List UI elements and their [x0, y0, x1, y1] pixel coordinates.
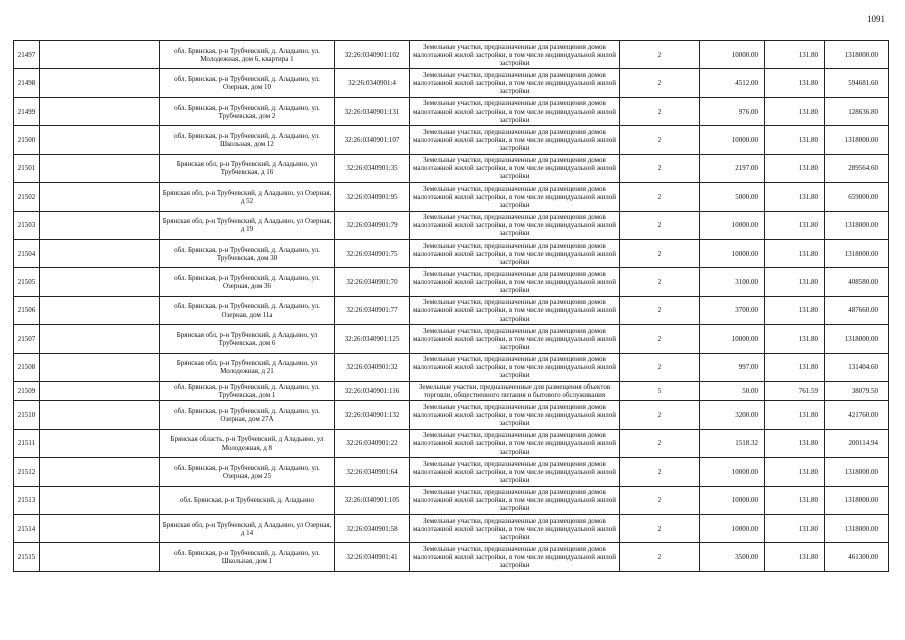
address-cell: обл. Брянская, р-н Трубчевский, д. Аладьино, ул. Молодежная, дом 6, квартира 1: [160, 41, 335, 69]
row-number: 21500: [14, 126, 40, 154]
table-row: [14, 296, 889, 324]
table-row: [14, 126, 889, 154]
table-row: [14, 515, 889, 543]
cadastral-number-cell: 32:26:0340901:64: [335, 458, 410, 486]
address-cell: обл. Брянская, р-н Трубчевский, д. Аладьино, ул. Трубчевская, дом 2: [160, 97, 335, 125]
spacer-cell: [40, 382, 160, 401]
area-cell: 50.00: [700, 382, 765, 401]
cadastral-number-cell: 32:26:0340901:70: [335, 268, 410, 296]
category-cell: 2: [620, 353, 700, 381]
cadastral-value-cell: 1318000.00: [825, 458, 889, 486]
spacer-cell: [40, 183, 160, 211]
row-number: 21504: [14, 239, 40, 267]
category-cell: 2: [620, 296, 700, 324]
land-use-cell: Земельные участки, предназначенные для размещения домов малоэтажной жилой застройки, в том числе индивидуальной жилой застройки: [410, 126, 620, 154]
rate-cell: 761.59: [765, 382, 825, 401]
cadastral-number-cell: 32:26:0340901:95: [335, 183, 410, 211]
rate-cell: 131.80: [765, 239, 825, 267]
cadastral-value-cell: 128636.80: [825, 97, 889, 125]
row-number: 21502: [14, 183, 40, 211]
table-row: [14, 211, 889, 239]
spacer-cell: [40, 154, 160, 182]
table-row: [14, 41, 889, 69]
area-cell: 3100.00: [700, 268, 765, 296]
row-number: 21511: [14, 429, 40, 457]
category-cell: 2: [620, 183, 700, 211]
cadastral-number-cell: 32:26:0340901:4: [335, 69, 410, 97]
category-cell: 2: [620, 211, 700, 239]
address-cell: Брянская обл, р-н Трубчевский, д Аладьино, ул Молодежная, д 21: [160, 353, 335, 381]
spacer-cell: [40, 211, 160, 239]
area-cell: 5000.00: [700, 183, 765, 211]
table-row: [14, 239, 889, 267]
table-row: [14, 353, 889, 381]
table-row: [14, 382, 889, 401]
rate-cell: 131.80: [765, 353, 825, 381]
rate-cell: 131.80: [765, 268, 825, 296]
row-number: 21498: [14, 69, 40, 97]
land-use-cell: Земельные участки, предназначенные для размещения домов малоэтажной жилой застройки, в том числе индивидуальной жилой застройки: [410, 211, 620, 239]
spacer-cell: [40, 429, 160, 457]
address-cell: Брянская область, р-н Трубчевский, д Аладьино, ул Молодежная, д 8: [160, 429, 335, 457]
category-cell: 2: [620, 126, 700, 154]
area-cell: 4512.00: [700, 69, 765, 97]
cadastral-number-cell: 32:26:0340901:32: [335, 353, 410, 381]
area-cell: 2197.00: [700, 154, 765, 182]
spacer-cell: [40, 69, 160, 97]
row-number: 21508: [14, 353, 40, 381]
category-cell: 2: [620, 268, 700, 296]
category-cell: 5: [620, 382, 700, 401]
category-cell: 2: [620, 325, 700, 353]
cadastral-number-cell: 32:26:0340901:125: [335, 325, 410, 353]
row-number: 21499: [14, 97, 40, 125]
table-row: [14, 183, 889, 211]
spacer-cell: [40, 126, 160, 154]
cadastral-number-cell: 32:26:0340901:102: [335, 41, 410, 69]
cadastral-value-cell: 487660.00: [825, 296, 889, 324]
rate-cell: 131.80: [765, 515, 825, 543]
table-row: [14, 325, 889, 353]
cadastral-number-cell: 32:26:0340901:116: [335, 382, 410, 401]
address-cell: обл. Брянская, р-н Трубчевский, д. Аладьино, ул. Школьная, дом 12: [160, 126, 335, 154]
cadastral-value-cell: 131404.60: [825, 353, 889, 381]
address-cell: обл. Брянская, р-н Трубчевский, д. Аладьино, ул. Трубчевская, дом 30: [160, 239, 335, 267]
address-cell: обл. Брянская, р-н Трубчевский, д. Аладьино, ул. Озерная, дом 11а: [160, 296, 335, 324]
cadastral-number-cell: 32:26:0340901:132: [335, 401, 410, 429]
cadastral-value-cell: 1318000.00: [825, 211, 889, 239]
category-cell: 2: [620, 69, 700, 97]
cadastral-number-cell: 32:26:0340901:79: [335, 211, 410, 239]
page-number: 1091: [867, 14, 885, 24]
address-cell: обл. Брянская, р-н Трубчевский, д. Аладьино, ул. Озерная, дом 27А: [160, 401, 335, 429]
area-cell: 3500.00: [700, 543, 765, 572]
address-cell: обл. Брянская, р-н Трубчевский, д. Аладьино, ул. Трубчевская, дом 1: [160, 382, 335, 401]
address-cell: Брянская обл, р-н Трубчевский, д Аладьино, ул Озерная, д 52: [160, 183, 335, 211]
rate-cell: 131.80: [765, 543, 825, 572]
cadastral-value-cell: 1318000.00: [825, 515, 889, 543]
cadastral-number-cell: 32:26:0340901:105: [335, 486, 410, 514]
address-cell: Брянская обл, р-н Трубчевский, д Аладьино, ул Озерная, д 14: [160, 515, 335, 543]
category-cell: 2: [620, 154, 700, 182]
rate-cell: 131.80: [765, 211, 825, 239]
cadastral-value-cell: 1318000.00: [825, 41, 889, 69]
row-number: 21514: [14, 515, 40, 543]
land-use-cell: Земельные участки, предназначенные для размещения домов малоэтажной жилой застройки, в том числе индивидуальной жилой застройки: [410, 183, 620, 211]
cadastral-number-cell: 32:26:0340901:107: [335, 126, 410, 154]
spacer-cell: [40, 543, 160, 572]
land-use-cell: Земельные участки, предназначенные для размещения домов малоэтажной жилой застройки, в том числе индивидуальной жилой застройки: [410, 353, 620, 381]
land-use-cell: Земельные участки, предназначенные для размещения домов малоэтажной жилой застройки, в том числе индивидуальной жилой застройки: [410, 486, 620, 514]
area-cell: 3200.00: [700, 401, 765, 429]
address-cell: обл. Брянская, р-н Трубчевский, д. Аладьино, ул. Озерная, дом 25: [160, 458, 335, 486]
land-use-cell: Земельные участки, предназначенные для размещения домов малоэтажной жилой застройки, в том числе индивидуальной жилой застройки: [410, 41, 620, 69]
area-cell: 997.00: [700, 353, 765, 381]
spacer-cell: [40, 296, 160, 324]
spacer-cell: [40, 515, 160, 543]
rate-cell: 131.80: [765, 41, 825, 69]
row-number: 21503: [14, 211, 40, 239]
category-cell: 2: [620, 486, 700, 514]
table-row: [14, 69, 889, 97]
land-use-cell: Земельные участки, предназначенные для размещения домов малоэтажной жилой застройки, в том числе индивидуальной жилой застройки: [410, 154, 620, 182]
cadastral-value-cell: 38079.50: [825, 382, 889, 401]
area-cell: 10000.00: [700, 325, 765, 353]
area-cell: 10000.00: [700, 458, 765, 486]
cadastral-value-cell: 1318000.00: [825, 126, 889, 154]
rate-cell: 131.80: [765, 458, 825, 486]
category-cell: 2: [620, 458, 700, 486]
spacer-cell: [40, 239, 160, 267]
row-number: 21501: [14, 154, 40, 182]
cadastral-value-table: [13, 40, 889, 572]
row-number: 21505: [14, 268, 40, 296]
spacer-cell: [40, 458, 160, 486]
table-row: [14, 458, 889, 486]
cadastral-value-cell: 1318000.00: [825, 239, 889, 267]
area-cell: 10000.00: [700, 41, 765, 69]
land-use-cell: Земельные участки, предназначенные для размещения домов малоэтажной жилой застройки, в том числе индивидуальной жилой застройки: [410, 515, 620, 543]
category-cell: 2: [620, 515, 700, 543]
land-use-cell: Земельные участки, предназначенные для размещения домов малоэтажной жилой застройки, в том числе индивидуальной жилой застройки: [410, 239, 620, 267]
address-cell: Брянская обл, р-н Трубчевский, д Аладьино, ул Трубчевская, дом 6: [160, 325, 335, 353]
land-use-cell: Земельные участки, предназначенные для размещения объектов торговли, общественного питания и бытового обслуживания: [410, 382, 620, 401]
row-number: 21515: [14, 543, 40, 572]
rate-cell: 131.80: [765, 429, 825, 457]
spacer-cell: [40, 486, 160, 514]
cadastral-value-cell: 200114.94: [825, 429, 889, 457]
cadastral-number-cell: 32:26:0340901:22: [335, 429, 410, 457]
cadastral-number-cell: 32:26:0340901:131: [335, 97, 410, 125]
category-cell: 2: [620, 429, 700, 457]
row-number: 21509: [14, 382, 40, 401]
row-number: 21510: [14, 401, 40, 429]
area-cell: 1518.32: [700, 429, 765, 457]
area-cell: 3700.00: [700, 296, 765, 324]
spacer-cell: [40, 97, 160, 125]
address-cell: Брянская обл, р-н Трубчевский, д Аладьино, ул Озерная, д 19: [160, 211, 335, 239]
address-cell: Брянская обл, р-н Трубчевский, д Аладьино, ул Трубчевская, д 16: [160, 154, 335, 182]
area-cell: 10000.00: [700, 126, 765, 154]
land-use-cell: Земельные участки, предназначенные для размещения домов малоэтажной жилой застройки, в том числе индивидуальной жилой застройки: [410, 429, 620, 457]
land-use-cell: Земельные участки, предназначенные для размещения домов малоэтажной жилой застройки, в том числе индивидуальной жилой застройки: [410, 97, 620, 125]
rate-cell: 131.80: [765, 486, 825, 514]
cadastral-value-cell: 659000.00: [825, 183, 889, 211]
spacer-cell: [40, 41, 160, 69]
table-body: [14, 41, 889, 572]
rate-cell: 131.80: [765, 325, 825, 353]
spacer-cell: [40, 325, 160, 353]
land-use-cell: Земельные участки, предназначенные для размещения домов малоэтажной жилой застройки, в том числе индивидуальной жилой застройки: [410, 543, 620, 572]
cadastral-value-cell: 594681.60: [825, 69, 889, 97]
spacer-cell: [40, 401, 160, 429]
area-cell: 10000.00: [700, 211, 765, 239]
cadastral-number-cell: 32:26:0340901:41: [335, 543, 410, 572]
row-number: 21512: [14, 458, 40, 486]
row-number: 21507: [14, 325, 40, 353]
cadastral-value-cell: 1318000.00: [825, 486, 889, 514]
category-cell: 2: [620, 401, 700, 429]
cadastral-value-cell: 421760.00: [825, 401, 889, 429]
cadastral-number-cell: 32:26:0340901:75: [335, 239, 410, 267]
cadastral-value-cell: 289564.60: [825, 154, 889, 182]
land-use-cell: Земельные участки, предназначенные для размещения домов малоэтажной жилой застройки, в том числе индивидуальной жилой застройки: [410, 268, 620, 296]
cadastral-number-cell: 32:26:0340901:77: [335, 296, 410, 324]
rate-cell: 131.80: [765, 154, 825, 182]
table-row: [14, 429, 889, 457]
cadastral-value-cell: 408580.00: [825, 268, 889, 296]
land-use-cell: Земельные участки, предназначенные для размещения домов малоэтажной жилой застройки, в том числе индивидуальной жилой застройки: [410, 401, 620, 429]
rate-cell: 131.80: [765, 401, 825, 429]
rate-cell: 131.80: [765, 296, 825, 324]
table-row: [14, 97, 889, 125]
rate-cell: 131.80: [765, 183, 825, 211]
land-use-cell: Земельные участки, предназначенные для размещения домов малоэтажной жилой застройки, в том числе индивидуальной жилой застройки: [410, 458, 620, 486]
row-number: 21506: [14, 296, 40, 324]
table-row: [14, 543, 889, 572]
rate-cell: 131.80: [765, 126, 825, 154]
row-number: 21497: [14, 41, 40, 69]
table-row: [14, 401, 889, 429]
cadastral-value-cell: 1318000.00: [825, 325, 889, 353]
spacer-cell: [40, 353, 160, 381]
land-use-cell: Земельные участки, предназначенные для размещения домов малоэтажной жилой застройки, в том числе индивидуальной жилой застройки: [410, 325, 620, 353]
cadastral-value-cell: 461300.00: [825, 543, 889, 572]
address-cell: обл. Брянская, р-н Трубчевский, д. Аладьино, ул. Озерная, дом 36: [160, 268, 335, 296]
area-cell: 10000.00: [700, 239, 765, 267]
land-use-cell: Земельные участки, предназначенные для размещения домов малоэтажной жилой застройки, в том числе индивидуальной жилой застройки: [410, 69, 620, 97]
area-cell: 10000.00: [700, 486, 765, 514]
address-cell: обл. Брянская, р-н Трубчевский, д. Аладьино: [160, 486, 335, 514]
cadastral-number-cell: 32:26:0340901:58: [335, 515, 410, 543]
address-cell: обл. Брянская, р-н Трубчевский, д. Аладьино, ул. Школьная, дом 1: [160, 543, 335, 572]
row-number: 21513: [14, 486, 40, 514]
spacer-cell: [40, 268, 160, 296]
area-cell: 976.00: [700, 97, 765, 125]
cadastral-number-cell: 32:26:0340901:35: [335, 154, 410, 182]
address-cell: обл. Брянская, р-н Трубчевский, д. Аладьино, ул. Озерная, дом 10: [160, 69, 335, 97]
table-row: [14, 268, 889, 296]
category-cell: 2: [620, 41, 700, 69]
category-cell: 2: [620, 239, 700, 267]
area-cell: 10000.00: [700, 515, 765, 543]
rate-cell: 131.80: [765, 97, 825, 125]
table-row: [14, 486, 889, 514]
category-cell: 2: [620, 97, 700, 125]
land-use-cell: Земельные участки, предназначенные для размещения домов малоэтажной жилой застройки, в том числе индивидуальной жилой застройки: [410, 296, 620, 324]
table-row: [14, 154, 889, 182]
category-cell: 2: [620, 543, 700, 572]
rate-cell: 131.80: [765, 69, 825, 97]
